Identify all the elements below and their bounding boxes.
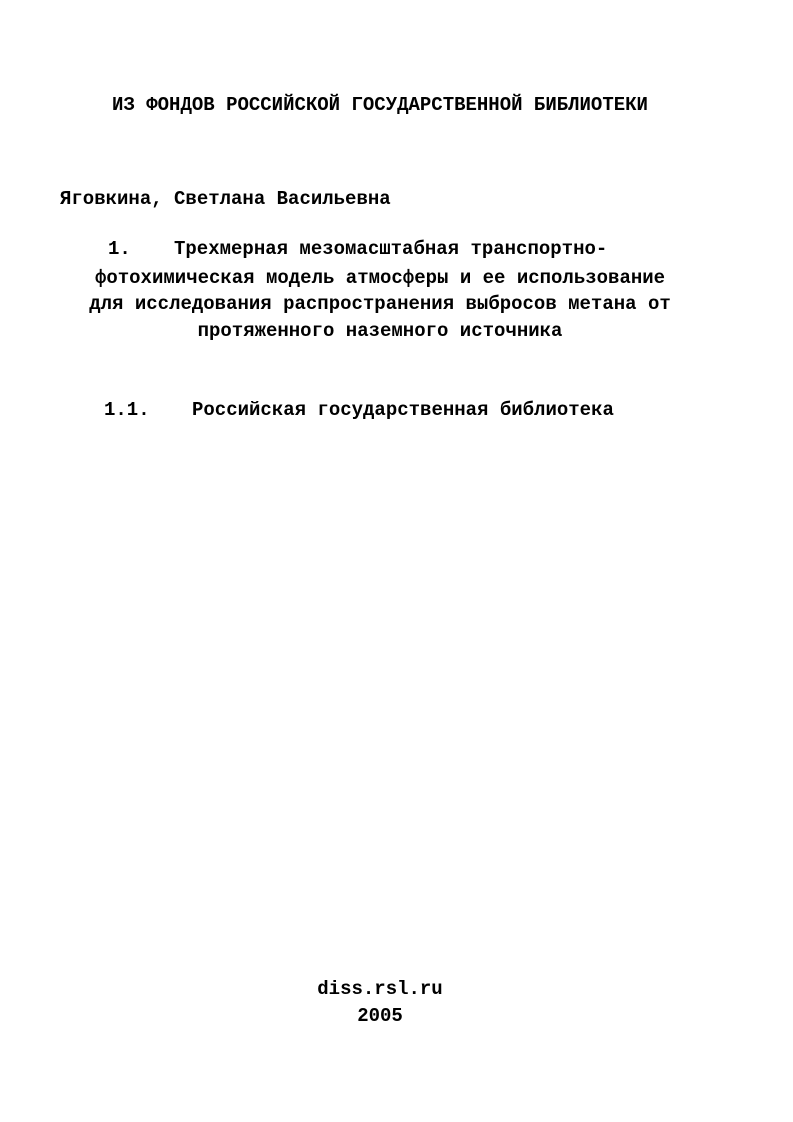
footer-site: diss.rsl.ru	[317, 978, 443, 1000]
footer-year: 2005	[357, 1005, 403, 1027]
title-line-4: протяженного наземного источника	[197, 319, 563, 342]
title-line-3: для исследования распространения выбросов метана от	[89, 293, 671, 315]
title-line-1: Трехмерная мезомасштабная транспортно-	[174, 238, 608, 260]
library-header: ИЗ ФОНДОВ РОССИЙСКОЙ ГОСУДАРСТВЕННОЙ БИБЛИОТЕКИ	[112, 94, 648, 116]
footer	[280, 976, 480, 1030]
author-name: Яговкина, Светлана Васильевна	[60, 188, 391, 210]
library-name: Российская государственная библиотека	[192, 399, 614, 421]
title-line-2: фотохимическая модель атмосферы и ее использование	[94, 266, 666, 289]
title-number: 1.	[108, 238, 131, 260]
library-entry	[104, 399, 614, 421]
dissertation-title	[55, 238, 705, 344]
library-number: 1.1.	[104, 399, 150, 421]
